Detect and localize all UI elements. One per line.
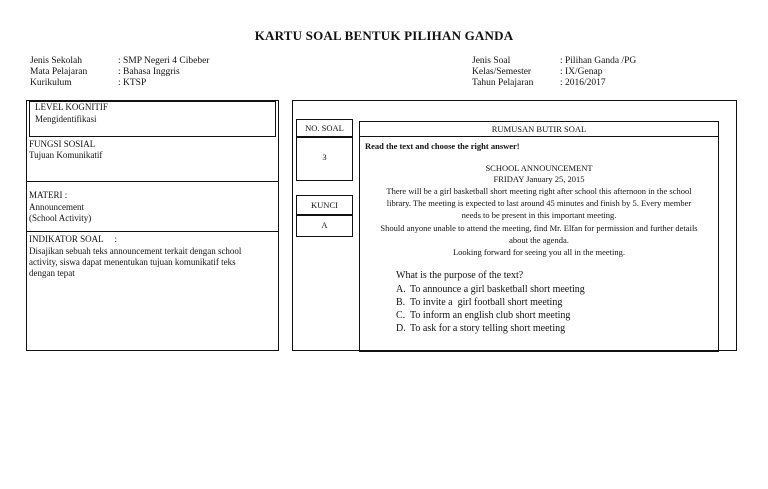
announcement-line-6: Looking forward for seeing you all in the meeting. <box>452 247 626 257</box>
fungsi-sosial-value: Tujuan Komunikatif <box>29 150 103 160</box>
fungsi-sosial-label: FUNGSI SOSIAL <box>29 139 96 149</box>
meta-value-jenis-sekolah: : SMP Negeri 4 Cibeber <box>118 56 210 66</box>
announcement-line-4: Should anyone unable to attend the meeting, find Mr. Elfan for permission and further details <box>380 223 698 233</box>
document-title: KARTU SOAL BENTUK PILIHAN GANDA <box>254 28 514 43</box>
materi-line-2: (School Activity) <box>29 213 92 223</box>
no-soal-label: NO. SOAL <box>296 119 353 137</box>
meta-label-jenis-soal: Jenis Soal <box>472 56 511 66</box>
divider-indikator <box>26 231 279 232</box>
indikator-label: INDIKATOR SOAL : <box>29 234 118 244</box>
level-kognitif-label: LEVEL KOGNITIF <box>35 102 108 112</box>
announcement-line-1: There will be a girl basketball short meeting right after school this afternoon in the school <box>386 186 692 196</box>
kunci-value: A <box>296 215 353 237</box>
meta-value-mata-pelajaran: : Bahasa Inggris <box>118 67 180 77</box>
indikator-line-1: Disajikan sebuah teks announcement terkait dengan school <box>29 246 242 256</box>
meta-value-jenis-soal: : Pilihan Ganda /PG <box>560 56 637 66</box>
question-prompt: What is the purpose of the text? <box>396 270 524 281</box>
rumusan-header-divider <box>359 136 719 137</box>
meta-value-kurikulum: : KTSP <box>118 78 147 88</box>
meta-label-tahun-pelajaran: Tahun Pelajaran <box>472 78 534 88</box>
meta-value-kelas-semester: : IX/Genap <box>560 67 603 77</box>
option-c-letter: C. <box>396 310 406 321</box>
kunci-label: KUNCI <box>296 195 353 215</box>
announcement-line-2: library. The meeting is expected to last around 45 minutes and finish by 5. Every member <box>386 198 692 208</box>
announcement-line-3: needs to be present in this important meeting. <box>461 210 617 220</box>
rumusan-header: RUMUSAN BUTIR SOAL <box>491 124 587 134</box>
option-b-text: To invite a girl football short meeting <box>410 297 563 308</box>
meta-value-tahun-pelajaran: : 2016/2017 <box>560 78 606 88</box>
option-c-text: To inform an english club short meeting <box>410 310 571 321</box>
announcement-line-5: about the agenda. <box>509 235 569 245</box>
divider-materi <box>26 181 279 182</box>
option-b-letter: B. <box>396 297 406 308</box>
question-instruction: Read the text and choose the right answer! <box>365 141 520 151</box>
option-d-text: To ask for a story telling short meeting <box>410 323 566 334</box>
indikator-line-2: activity, siswa dapat menentukan tujuan komunikatif teks <box>29 257 236 267</box>
indikator-line-3: dengan tepat <box>29 268 75 278</box>
no-soal-value: 3 <box>296 137 353 181</box>
option-a-text: To announce a girl basketball short meeting <box>410 284 585 295</box>
option-a-letter: A. <box>396 284 406 295</box>
meta-label-jenis-sekolah: Jenis Sekolah <box>30 56 82 66</box>
level-kognitif-value: Mengidentifikasi <box>35 114 97 124</box>
left-panel <box>26 100 279 351</box>
materi-label: MATERI : <box>29 190 68 200</box>
announcement-date: FRIDAY January 25, 2015 <box>493 174 585 184</box>
announcement-title: SCHOOL ANNOUNCEMENT <box>485 163 593 173</box>
option-d-letter: D. <box>396 323 406 334</box>
meta-label-kurikulum: Kurikulum <box>30 78 72 88</box>
meta-label-kelas-semester: Kelas/Semester <box>472 67 532 77</box>
materi-line-1: Announcement <box>29 202 84 212</box>
meta-label-mata-pelajaran: Mata Pelajaran <box>30 67 88 77</box>
